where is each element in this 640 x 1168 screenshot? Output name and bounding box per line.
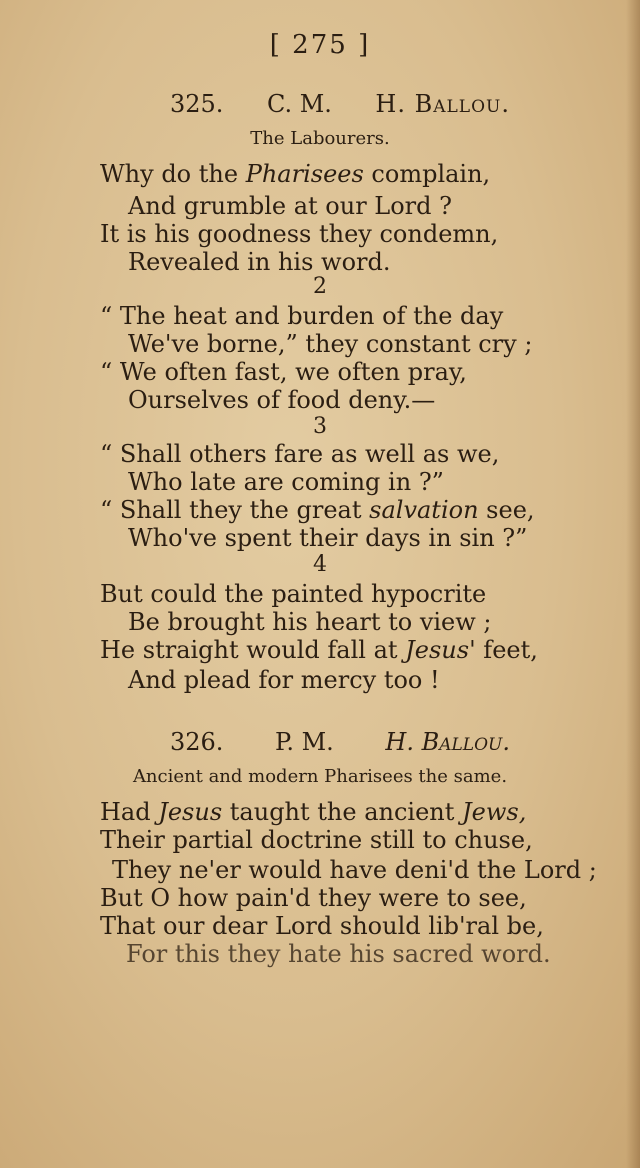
hymn-number: 326. — [170, 728, 224, 756]
hymn-number: 325. — [170, 90, 224, 118]
verse-line: Be brought his heart to view ; — [128, 608, 492, 636]
verse-line: And grumble at our Lord ? — [128, 192, 453, 220]
verse-line: That our dear Lord should lib'ral be, — [100, 912, 544, 940]
verse-line — [100, 636, 538, 664]
verse-line: Their partial doctrine still to chuse, — [100, 826, 533, 854]
verse-line: And plead for mercy too ! — [128, 666, 440, 694]
page-number: [ 275 ] — [269, 30, 371, 60]
page-edge-shadow — [626, 0, 640, 1168]
hymn-meter: C. M. — [266, 90, 332, 118]
verse-line: “ We often fast, we often pray, — [100, 358, 467, 386]
text-segment: “ Shall they the great — [100, 496, 370, 524]
verse-line: But O how pain'd they were to see, — [100, 884, 527, 912]
hymn-326-title: Ancient and modern Pharisees the same. — [132, 766, 508, 787]
verse-line: Who late are coming in ?” — [128, 468, 444, 496]
text-segment: ' feet, — [469, 636, 538, 664]
hymn-author: H. Ballou. — [385, 728, 510, 756]
verse-line — [100, 798, 526, 826]
verse-line: It is his goodness they condemn, — [100, 220, 499, 248]
text-segment: Had — [100, 798, 159, 826]
verse-line: “ The heat and burden of the day — [100, 302, 504, 330]
italic-word: Jews, — [462, 798, 527, 826]
hymn-325-header — [170, 90, 510, 118]
verse-line: They ne'er would have deni'd the Lord ; — [112, 856, 597, 884]
italic-word: salvation — [369, 496, 479, 524]
italic-word: Jesus — [158, 798, 223, 826]
stanza-number: 3 — [313, 414, 327, 439]
verse-line — [100, 496, 535, 524]
hymn-326-header — [170, 728, 510, 756]
verse-line: “ Shall others fare as well as we, — [100, 440, 500, 468]
stanza-number: 2 — [313, 274, 327, 299]
text-segment: Why do the — [100, 160, 246, 188]
text-segment: taught the ancient — [222, 798, 463, 826]
text-segment: see, — [478, 496, 535, 524]
italic-word: Pharisees — [245, 160, 364, 188]
text-segment: complain, — [363, 160, 491, 188]
verse-line: But could the painted hypocrite — [100, 580, 487, 608]
stanza-number: 4 — [313, 552, 327, 577]
italic-word: Jesus — [405, 636, 470, 664]
text-segment: He straight would fall at — [100, 636, 406, 664]
hymn-author: H. Ballou. — [375, 90, 510, 118]
verse-line — [100, 160, 490, 188]
hymn-325-title: The Labourers. — [250, 128, 390, 149]
verse-line: For this they hate his sacred word. — [126, 940, 551, 968]
hymn-meter: P. M. — [275, 728, 334, 756]
verse-line: Ourselves of food deny.— — [128, 386, 436, 414]
verse-line: Who've spent their days in sin ?” — [128, 524, 528, 552]
verse-line: We've borne,” they constant cry ; — [128, 330, 533, 358]
verse-line: Revealed in his word. — [128, 248, 391, 276]
